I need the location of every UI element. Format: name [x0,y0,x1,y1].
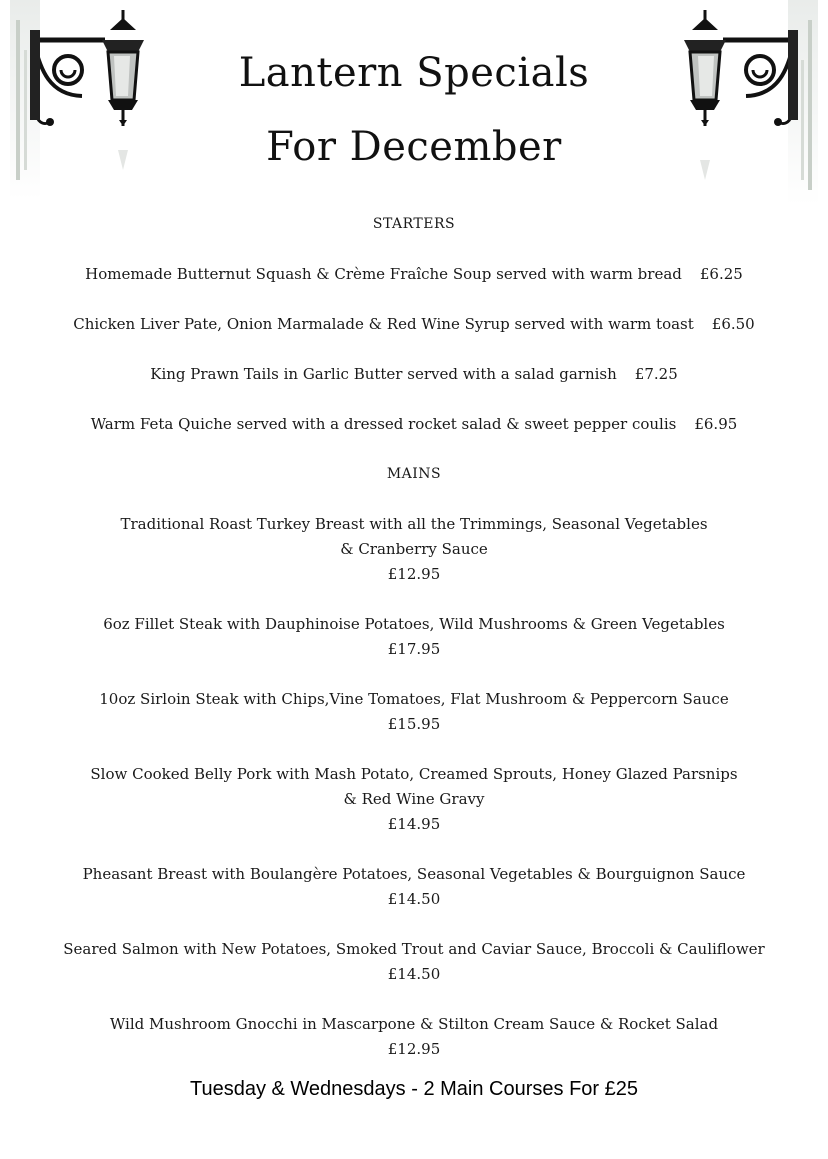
main-price: £14.95 [387,815,441,833]
starters-heading: STARTERS [372,216,456,232]
starter-price: £6.50 [711,315,755,333]
main-name-continued: & Cranberry Sauce [340,540,488,558]
main-price: £17.95 [387,640,441,658]
main-name: 6oz Fillet Steak with Dauphinoise Potatoes, Wild Mushrooms & Green Vegetables [103,615,725,633]
menu-title-line2: For December [266,124,562,170]
mains-heading: MAINS [386,466,442,482]
main-item [0,1012,828,1062]
starter-name: Chicken Liver Pate, Onion Marmalade & Red Wine Syrup served with warm toast [73,315,694,333]
main-price: £15.95 [387,715,441,733]
main-name-continued: & Red Wine Gravy [343,790,485,808]
main-item [0,762,828,837]
menu-title [0,36,828,184]
main-name: Traditional Roast Turkey Breast with all the Trimmings, Seasonal Vegetables [120,515,708,533]
starter-item [0,262,828,286]
main-name: Slow Cooked Belly Pork with Mash Potato, Creamed Sprouts, Honey Glazed Parsnips [90,765,738,783]
main-price: £14.50 [387,965,441,983]
main-item [0,687,828,737]
starter-name: Warm Feta Quiche served with a dressed rocket salad & sweet pepper coulis [90,415,677,433]
starter-item [0,362,828,386]
main-price: £14.50 [387,890,441,908]
main-name: Wild Mushroom Gnocchi in Mascarpone & Stilton Cream Sauce & Rocket Salad [109,1015,719,1033]
starter-name: Homemade Butternut Squash & Crème Fraîche Soup served with warm bread [85,265,682,283]
starter-price: £6.25 [699,265,743,283]
main-name: Pheasant Breast with Boulangère Potatoes, Seasonal Vegetables & Bourguignon Sauce [82,865,746,883]
starter-item [0,312,828,336]
starter-item [0,412,828,436]
main-item [0,612,828,662]
main-item [0,937,828,987]
main-item [0,862,828,912]
menu-body [0,212,828,1087]
starter-name: King Prawn Tails in Garlic Butter served with a salad garnish [150,365,617,383]
main-name: 10oz Sirloin Steak with Chips,Vine Tomatoes, Flat Mushroom & Peppercorn Sauce [99,690,729,708]
menu-title-line1: Lantern Specials [238,50,590,96]
starter-price: £7.25 [634,365,678,383]
starter-price: £6.95 [694,415,738,433]
main-name: Seared Salmon with New Potatoes, Smoked Trout and Caviar Sauce, Broccoli & Cauliflower [63,940,765,958]
main-item [0,512,828,587]
main-price: £12.95 [387,1040,441,1058]
weekday-offer: Tuesday & Wednesdays - 2 Main Courses For £25 [190,1078,638,1100]
main-price: £12.95 [387,565,441,583]
